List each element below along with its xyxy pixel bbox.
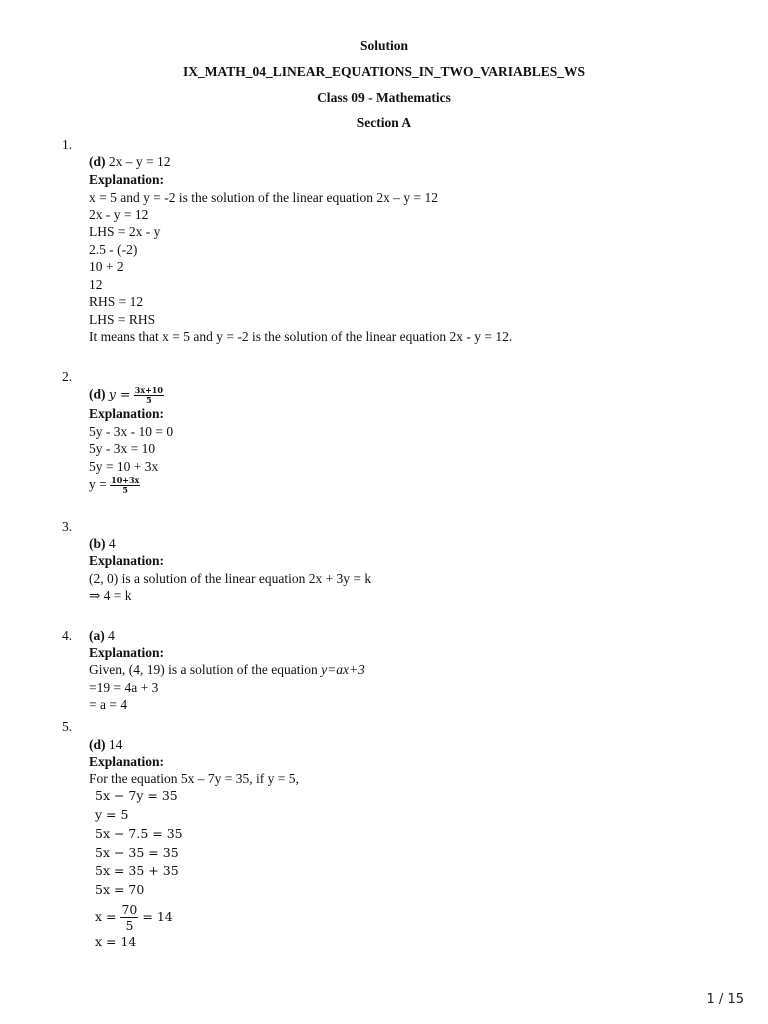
explanation-line: x = 5 and y = -2 is the solution of the linear equation 2x – y = 12 bbox=[89, 190, 439, 205]
answer-line bbox=[89, 386, 164, 405]
explanation-line: 2.5 - (-2) bbox=[89, 242, 138, 257]
fraction-suffix: = 14 bbox=[142, 909, 173, 924]
explanation-line: = a = 4 bbox=[89, 697, 128, 712]
explanation-line: (2, 0) is a solution of the linear equation 2x + 3y = k bbox=[89, 571, 372, 586]
explanation-label: Explanation: bbox=[89, 754, 165, 769]
page-number: 1 / 15 bbox=[706, 992, 744, 1007]
fraction-numerator: 70 bbox=[121, 902, 138, 917]
answer-text: 2x – y = 12 bbox=[105, 154, 171, 169]
math-step: 5x − 7.5 = 35 bbox=[95, 826, 183, 841]
explanation-line: It means that x = 5 and y = -2 is the solution of the linear equation 2x - y = 12. bbox=[89, 329, 513, 344]
question-number: 4. bbox=[62, 628, 73, 643]
explanation-line: 5y = 10 + 3x bbox=[89, 459, 159, 474]
explanation-line bbox=[89, 662, 365, 678]
question-number: 5. bbox=[62, 719, 73, 734]
math-step: 5x − 35 = 35 bbox=[95, 845, 179, 860]
explanation-line: LHS = 2x - y bbox=[89, 224, 161, 239]
explanation-line: 5y - 3x = 10 bbox=[89, 441, 156, 456]
explanation-line: 10 + 2 bbox=[89, 259, 124, 274]
answer-line bbox=[89, 737, 122, 753]
answer-option: (d) bbox=[89, 154, 106, 169]
answer-fraction bbox=[134, 386, 164, 405]
math-step: x = 14 bbox=[95, 934, 137, 949]
explanation-line: =19 = 4a + 3 bbox=[89, 680, 159, 695]
explanation-line: ⇒ 4 = k bbox=[89, 588, 132, 603]
explanation-label: Explanation: bbox=[89, 172, 165, 187]
explanation-line: 5y - 3x - 10 = 0 bbox=[89, 424, 174, 439]
answer-option: (b) bbox=[89, 536, 106, 551]
answer-text: 14 bbox=[105, 737, 123, 752]
worksheet-code: IX_MATH_04_LINEAR_EQUATIONS_IN_TWO_VARIABLES_WS bbox=[182, 64, 586, 79]
question-number: 2. bbox=[62, 369, 73, 384]
question-number: 3. bbox=[62, 519, 73, 534]
math-fraction-step bbox=[95, 902, 173, 933]
math-step: y = 5 bbox=[95, 807, 129, 822]
explanation-line: For the equation 5x – 7y = 35, if y = 5, bbox=[89, 771, 299, 786]
explanation-text: Given, (4, 19) is a solution of the equation bbox=[89, 662, 322, 677]
explanation-line: RHS = 12 bbox=[89, 294, 144, 309]
class-subject: Class 09 - Mathematics bbox=[317, 90, 451, 105]
fraction-denominator: 5 bbox=[146, 395, 152, 405]
question-number: 1. bbox=[62, 137, 73, 152]
explanation-fraction bbox=[110, 476, 140, 495]
explanation-label: Explanation: bbox=[89, 553, 165, 568]
answer-line bbox=[89, 536, 116, 552]
explanation-line: 12 bbox=[89, 277, 103, 292]
explanation-prefix: y = bbox=[89, 476, 107, 492]
answer-prefix: y = bbox=[108, 386, 131, 402]
answer-line bbox=[89, 628, 115, 644]
fraction-numerator: 3x+10 bbox=[134, 385, 163, 395]
math-step: 5x − 7y = 35 bbox=[95, 788, 178, 803]
fraction-denominator: 5 bbox=[122, 485, 128, 495]
answer-line bbox=[89, 154, 171, 170]
section-title: Section A bbox=[356, 115, 412, 130]
explanation-line bbox=[89, 476, 140, 495]
answer-text: 4 bbox=[105, 536, 116, 551]
answer-text: 4 bbox=[104, 628, 115, 643]
equation-text: y=ax+3 bbox=[321, 662, 365, 677]
step-fraction bbox=[120, 902, 138, 933]
math-step: 5x = 35 + 35 bbox=[95, 863, 179, 878]
doc-title: Solution bbox=[359, 38, 409, 53]
explanation-label: Explanation: bbox=[89, 645, 165, 660]
explanation-line: LHS = RHS bbox=[89, 312, 156, 327]
explanation-line: 2x - y = 12 bbox=[89, 207, 149, 222]
explanation-label: Explanation: bbox=[89, 406, 165, 421]
answer-option: (a) bbox=[89, 628, 105, 643]
fraction-prefix: x = bbox=[95, 909, 117, 924]
math-step: 5x = 70 bbox=[95, 882, 145, 897]
fraction-numerator: 10+3x bbox=[111, 475, 140, 485]
answer-option: (d) bbox=[89, 737, 106, 752]
answer-option: (d) bbox=[89, 386, 106, 402]
fraction-denominator: 5 bbox=[125, 918, 134, 933]
